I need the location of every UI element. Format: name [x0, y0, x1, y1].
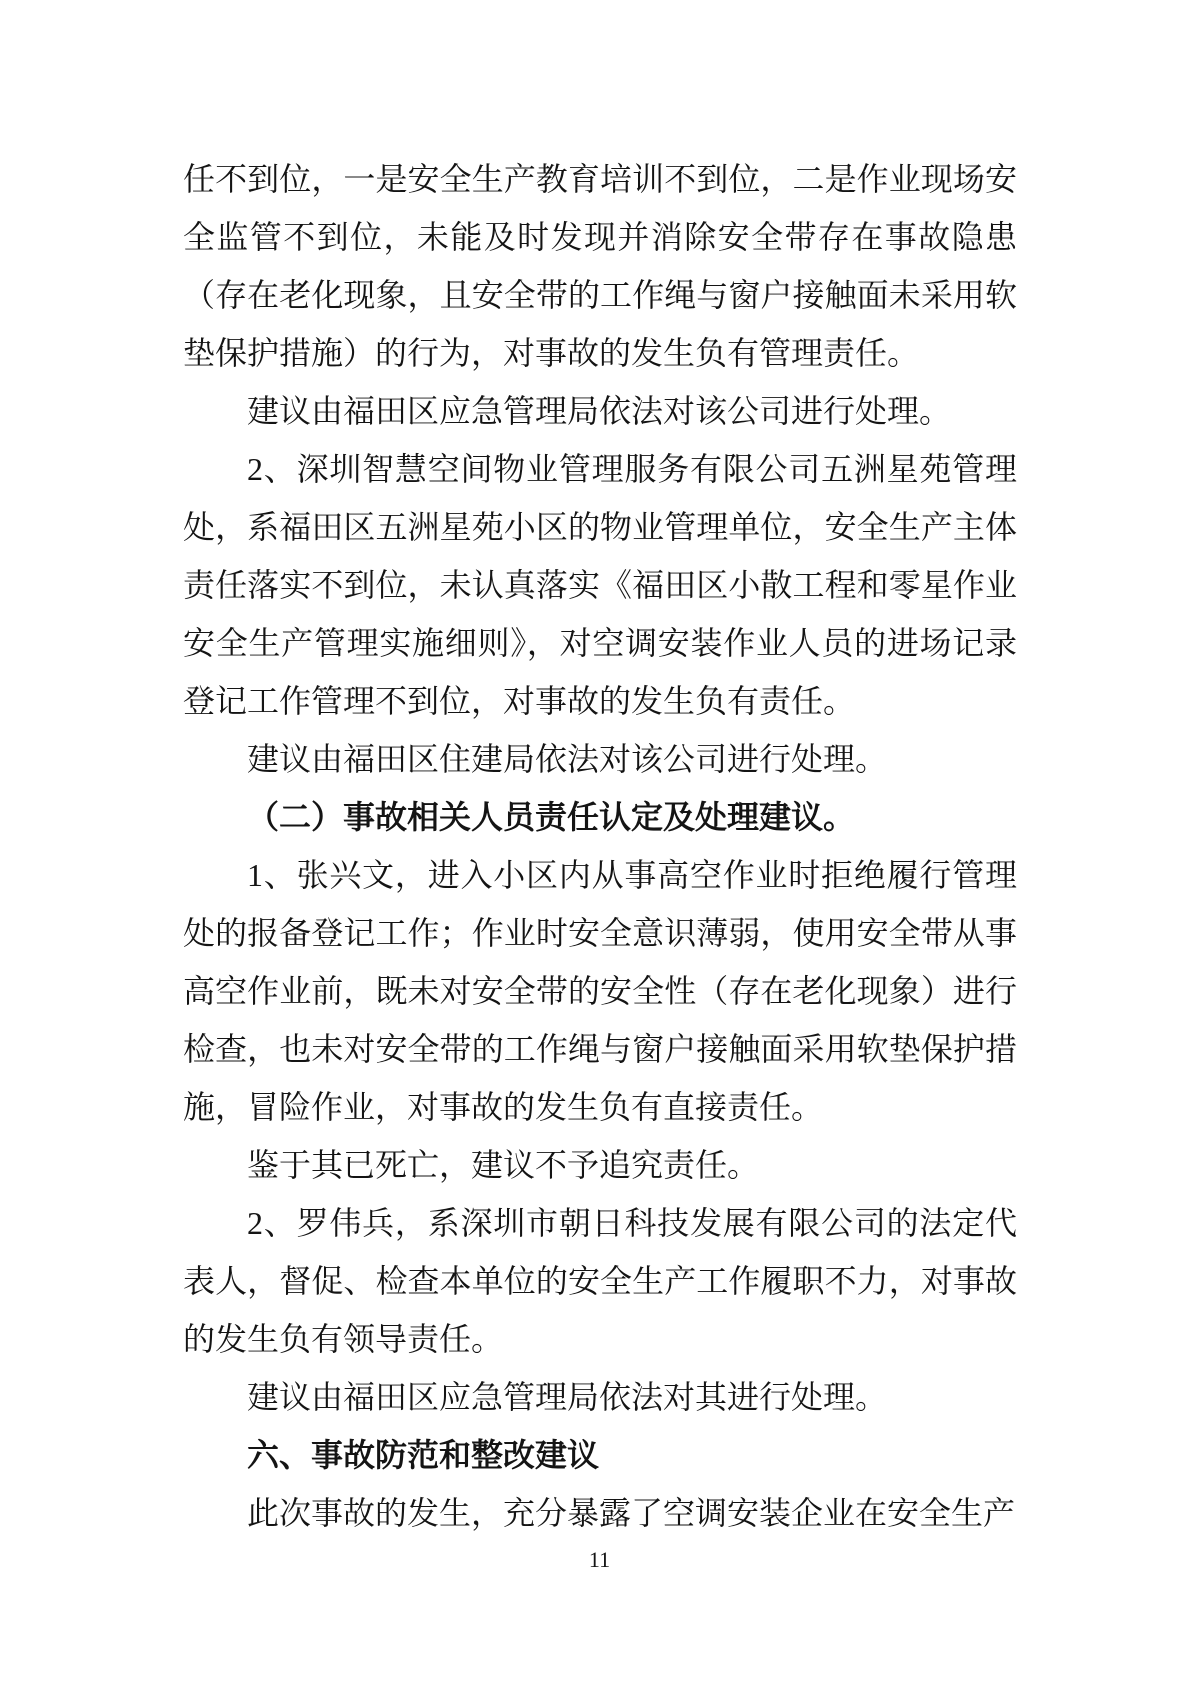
sub-section-heading: （二）事故相关人员责任认定及处理建议。: [247, 799, 856, 835]
page-number: 11: [588, 1547, 611, 1572]
section-heading: 六、事故防范和整改建议: [247, 1437, 600, 1473]
paragraph: 建议由福田区住建局依法对该公司进行处理。: [247, 741, 888, 777]
paragraph: 1、张兴文，进入小区内从事高空作业时拒绝履行管理处的报备登记工作；作业时安全意识薄弱，使用安全带从事高空作业前，既未对安全带的安全性（存在老化现象）进行检查，也未对安全带的工作绳与窗户接触面采用软垫保护措施，冒险作业，对事故的发生负有直接责任。: [183, 857, 1017, 1125]
paragraph: 建议由福田区应急管理局依法对该公司进行处理。: [247, 393, 952, 429]
page-footer: [0, 1547, 1199, 1573]
paragraph: 任不到位，一是安全生产教育培训不到位，二是作业现场安全监管不到位，未能及时发现并消除安全带存在事故隐患（存在老化现象，且安全带的工作绳与窗户接触面未采用软垫保护措施）的行为，对事故的发生负有管理责任。: [183, 161, 1017, 371]
paragraph: 2、罗伟兵，系深圳市朝日科技发展有限公司的法定代表人，督促、检查本单位的安全生产工作履职不力，对事故的发生负有领导责任。: [183, 1205, 1017, 1357]
paragraph: 鉴于其已死亡，建议不予追究责任。: [247, 1147, 760, 1183]
paragraph: 建议由福田区应急管理局依法对其进行处理。: [247, 1379, 888, 1415]
paragraph: 此次事故的发生，充分暴露了空调安装企业在安全生产: [247, 1495, 1016, 1531]
paragraph: 2、深圳智慧空间物业管理服务有限公司五洲星苑管理处，系福田区五洲星苑小区的物业管理单位，安全生产主体责任落实不到位，未认真落实《福田区小散工程和零星作业安全生产管理实施细则》，对空调安装作业人员的进场记录登记工作管理不到位，对事故的发生负有责任。: [183, 451, 1017, 719]
page-body-text: [183, 150, 1017, 1542]
